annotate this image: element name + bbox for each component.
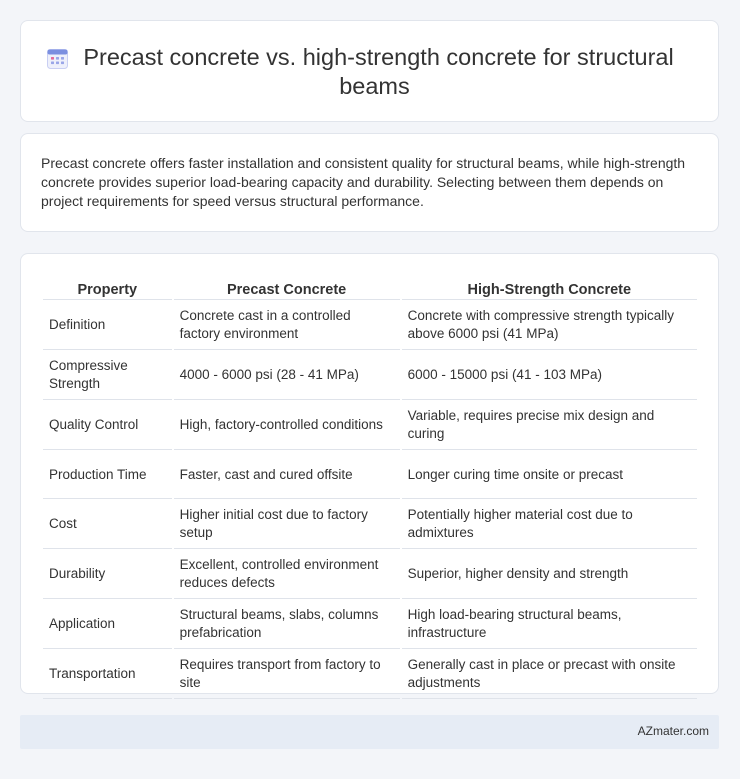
row-property-cell: Cost <box>43 501 172 549</box>
table-row <box>43 452 697 499</box>
row-high-strength-cell: High load-bearing structural beams, infrastructure <box>402 601 697 649</box>
row-property-cell: Transportation <box>43 651 172 699</box>
table-row <box>43 651 697 699</box>
header-property: Property <box>43 276 172 300</box>
row-property-cell: Application <box>43 601 172 649</box>
row-high-strength-cell: Generally cast in place or precast with onsite adjustments <box>402 651 697 699</box>
comparison-table <box>41 274 699 701</box>
table-header-row <box>43 276 697 300</box>
comparison-table-card <box>20 253 719 694</box>
row-precast-cell: Structural beams, slabs, columns prefabrication <box>174 601 400 649</box>
row-property-cell: Production Time <box>43 452 172 499</box>
table-row <box>43 551 697 599</box>
row-high-strength-cell: Variable, requires precise mix design and curing <box>402 402 697 450</box>
row-precast-cell: High, factory-controlled conditions <box>174 402 400 450</box>
row-high-strength-cell: Potentially higher material cost due to admixtures <box>402 501 697 549</box>
row-high-strength-cell: Superior, higher density and strength <box>402 551 697 599</box>
table-row <box>43 352 697 400</box>
row-property-cell: Durability <box>43 551 172 599</box>
row-property-cell: Definition <box>43 302 172 350</box>
row-high-strength-cell: Longer curing time onsite or precast <box>402 452 697 499</box>
table-row <box>43 601 697 649</box>
intro-paragraph: Precast concrete offers faster installation and consistent quality for structural beams, while high-strength concrete provides superior load-bearing capacity and durability. Selecting between them depends on project requirements for speed versus structural performance. <box>41 155 686 209</box>
table-row <box>43 501 697 549</box>
row-high-strength-cell: 6000 - 15000 psi (41 - 103 MPa) <box>402 352 697 400</box>
row-property-cell: Compressive Strength <box>43 352 172 400</box>
footer-bar <box>20 715 719 749</box>
footer-site-name: AZmater.com <box>637 724 709 738</box>
row-precast-cell: Higher initial cost due to factory setup <box>174 501 400 549</box>
intro-card <box>20 133 719 232</box>
page-title: Precast concrete vs. high-strength concrete for structural beams <box>83 44 674 99</box>
row-precast-cell: Concrete cast in a controlled factory environment <box>174 302 400 350</box>
row-precast-cell: Excellent, controlled environment reduces defects <box>174 551 400 599</box>
table-row <box>43 302 697 350</box>
row-high-strength-cell: Concrete with compressive strength typically above 6000 psi (41 MPa) <box>402 302 697 350</box>
row-property-cell: Quality Control <box>43 402 172 450</box>
row-precast-cell: Faster, cast and cured offsite <box>174 452 400 499</box>
table-row <box>43 402 697 450</box>
header-precast-concrete: Precast Concrete <box>174 276 400 300</box>
page-title-wrap <box>51 43 698 101</box>
row-precast-cell: Requires transport from factory to site <box>174 651 400 699</box>
title-card <box>20 20 719 122</box>
header-high-strength-concrete: High-Strength Concrete <box>402 276 697 300</box>
row-precast-cell: 4000 - 6000 psi (28 - 41 MPa) <box>174 352 400 400</box>
